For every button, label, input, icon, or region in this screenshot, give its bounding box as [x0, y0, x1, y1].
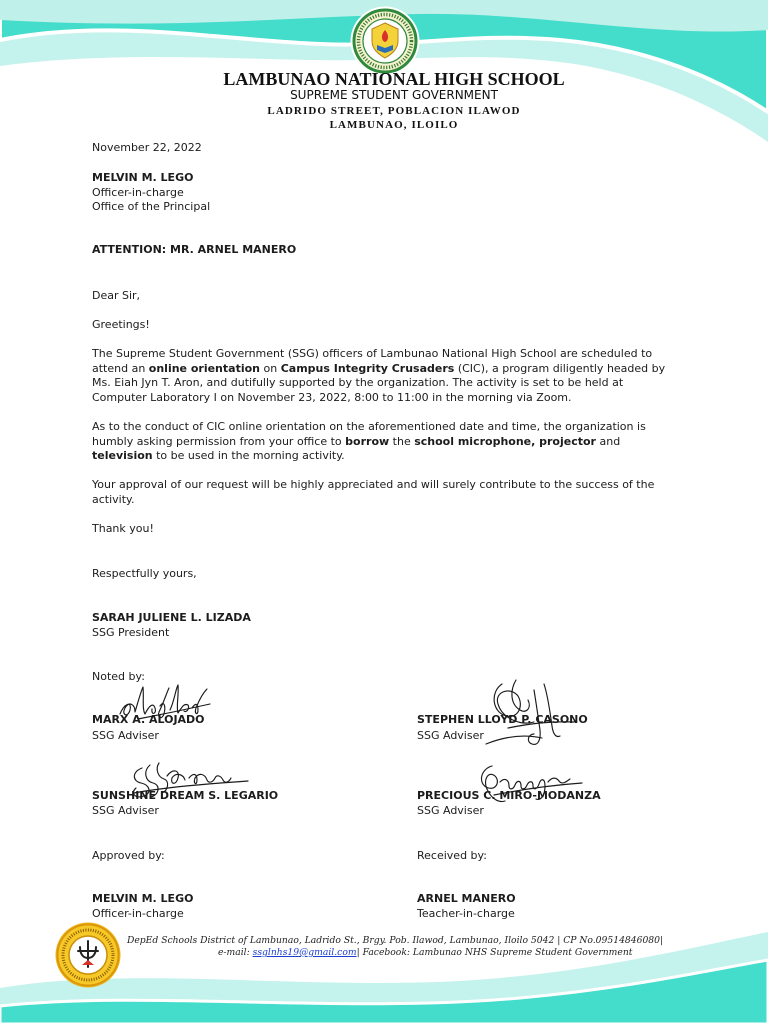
sender-name: SARAH JULIENE L. LIZADA: [92, 611, 251, 624]
approver-name: MELVIN M. LEGO: [92, 892, 194, 905]
paragraph-line: [92, 478, 654, 493]
adviser-name: PRECIOUS C. MIRO-MODANZA: [417, 789, 601, 802]
text-segment: The Supreme Student Government (SSG) officers of Lambunao National High School are scheduled to: [92, 347, 653, 360]
school-seal-icon: [55, 922, 121, 988]
text-segment: and: [595, 434, 621, 448]
adviser-position: SSG Adviser: [417, 804, 484, 817]
paragraph-line: [92, 449, 646, 464]
attention-line: ATTENTION: MR. ARNEL MANERO: [92, 243, 297, 256]
received-by-label: Received by:: [417, 849, 487, 862]
approver-position: Officer-in-charge: [92, 907, 184, 920]
recipient-office: Office of the Principal: [92, 200, 211, 213]
email-label: e-mail:: [218, 947, 253, 958]
organization-name: SUPREME STUDENT GOVERNMENT: [290, 88, 498, 102]
recipient-name: MELVIN M. LEGO: [92, 171, 194, 184]
sender-position: SSG President: [92, 626, 170, 639]
receiver-position: Teacher-in-charge: [417, 907, 515, 920]
bold-text: school microphone, projector: [414, 434, 596, 448]
adviser-position: SSG Adviser: [92, 804, 159, 817]
paragraph-line: [92, 493, 654, 508]
signature-sunshine-legario: [126, 756, 252, 802]
paragraph-event-details: [92, 347, 665, 405]
address-street: LADRIDO STREET, POBLACION ILAWOD: [267, 105, 521, 117]
footer-address: DepEd Schools District of Lambunao, Ladrido St., Brgy. Pob. Ilawod, Lambunao, Iloilo 5042 | CP No.09514846080|: [127, 935, 664, 946]
thanks-line: Thank you!: [92, 522, 154, 535]
facebook-text: | Facebook: Lambunao NHS Supreme Student Government: [356, 947, 633, 958]
text-segment: Computer Laboratory I on November 23, 2022, 8:00 to 11:00 in the morning via Zoom.: [92, 390, 572, 404]
address-town: LAMBUNAO, ILOILO: [329, 119, 459, 131]
greeting: Greetings!: [92, 318, 150, 331]
adviser-name: MARX A. ALOJADO: [92, 713, 205, 726]
signature-precious-miro-modanza: [474, 760, 584, 808]
paragraph-appreciation: [92, 478, 654, 507]
text-segment: humbly asking permission from your office to: [92, 434, 346, 448]
text-segment: Ms. Eiah Jyn T. Aron, and dutifully supported by the organization. The activity is set to be held at: [92, 376, 624, 389]
noted-by-label: Noted by:: [92, 670, 145, 683]
paragraph-line: [92, 435, 646, 450]
text-segment: to be used in the morning activity.: [152, 449, 345, 462]
bold-text: online orientation: [148, 361, 260, 375]
closing: Respectfully yours,: [92, 567, 197, 580]
recipient-position: Officer-in-charge: [92, 186, 184, 199]
email-link[interactable]: ssglnhs19@gmail.com: [252, 947, 357, 958]
signature-stephen-casono: [478, 674, 578, 750]
receiver-name: ARNEL MANERO: [417, 892, 516, 905]
paragraph-line: [92, 376, 665, 391]
signature-marx-alojado: [114, 682, 214, 726]
text-segment: activity.: [92, 492, 135, 506]
adviser-name: SUNSHINE DREAM S. LEGARIO: [92, 789, 279, 802]
approved-by-label: Approved by:: [92, 849, 165, 862]
text-segment: (CIC), a program diligently headed by: [454, 361, 666, 375]
bold-text: borrow: [345, 434, 390, 448]
letter-date: November 22, 2022: [92, 141, 202, 154]
text-segment: attend an: [92, 361, 149, 375]
adviser-position: SSG Adviser: [92, 729, 159, 742]
school-name: LAMBUNAO NATIONAL HIGH SCHOOL: [223, 69, 565, 89]
adviser-position: SSG Adviser: [417, 729, 484, 742]
ssg-seal-icon: [350, 6, 420, 76]
paragraph-line: [92, 391, 665, 406]
text-segment: the: [389, 434, 415, 448]
paragraph-line: [92, 347, 665, 362]
footer-contact: [218, 947, 632, 958]
paragraph-request: [92, 420, 646, 464]
text-segment: As to the conduct of CIC online orientation on the aforementioned date and time, the organization is: [92, 420, 646, 433]
paragraph-line: [92, 420, 646, 435]
text-segment: Your approval of our request will be highly appreciated and will surely contribute to the success of the: [92, 478, 655, 491]
paragraph-line: [92, 362, 665, 377]
bold-text: Campus Integrity Crusaders: [280, 361, 455, 375]
text-segment: on: [260, 361, 281, 375]
salutation: Dear Sir,: [92, 289, 141, 302]
adviser-name: STEPHEN LLOYD P. CASONO: [417, 713, 588, 726]
bold-text: television: [92, 449, 153, 462]
